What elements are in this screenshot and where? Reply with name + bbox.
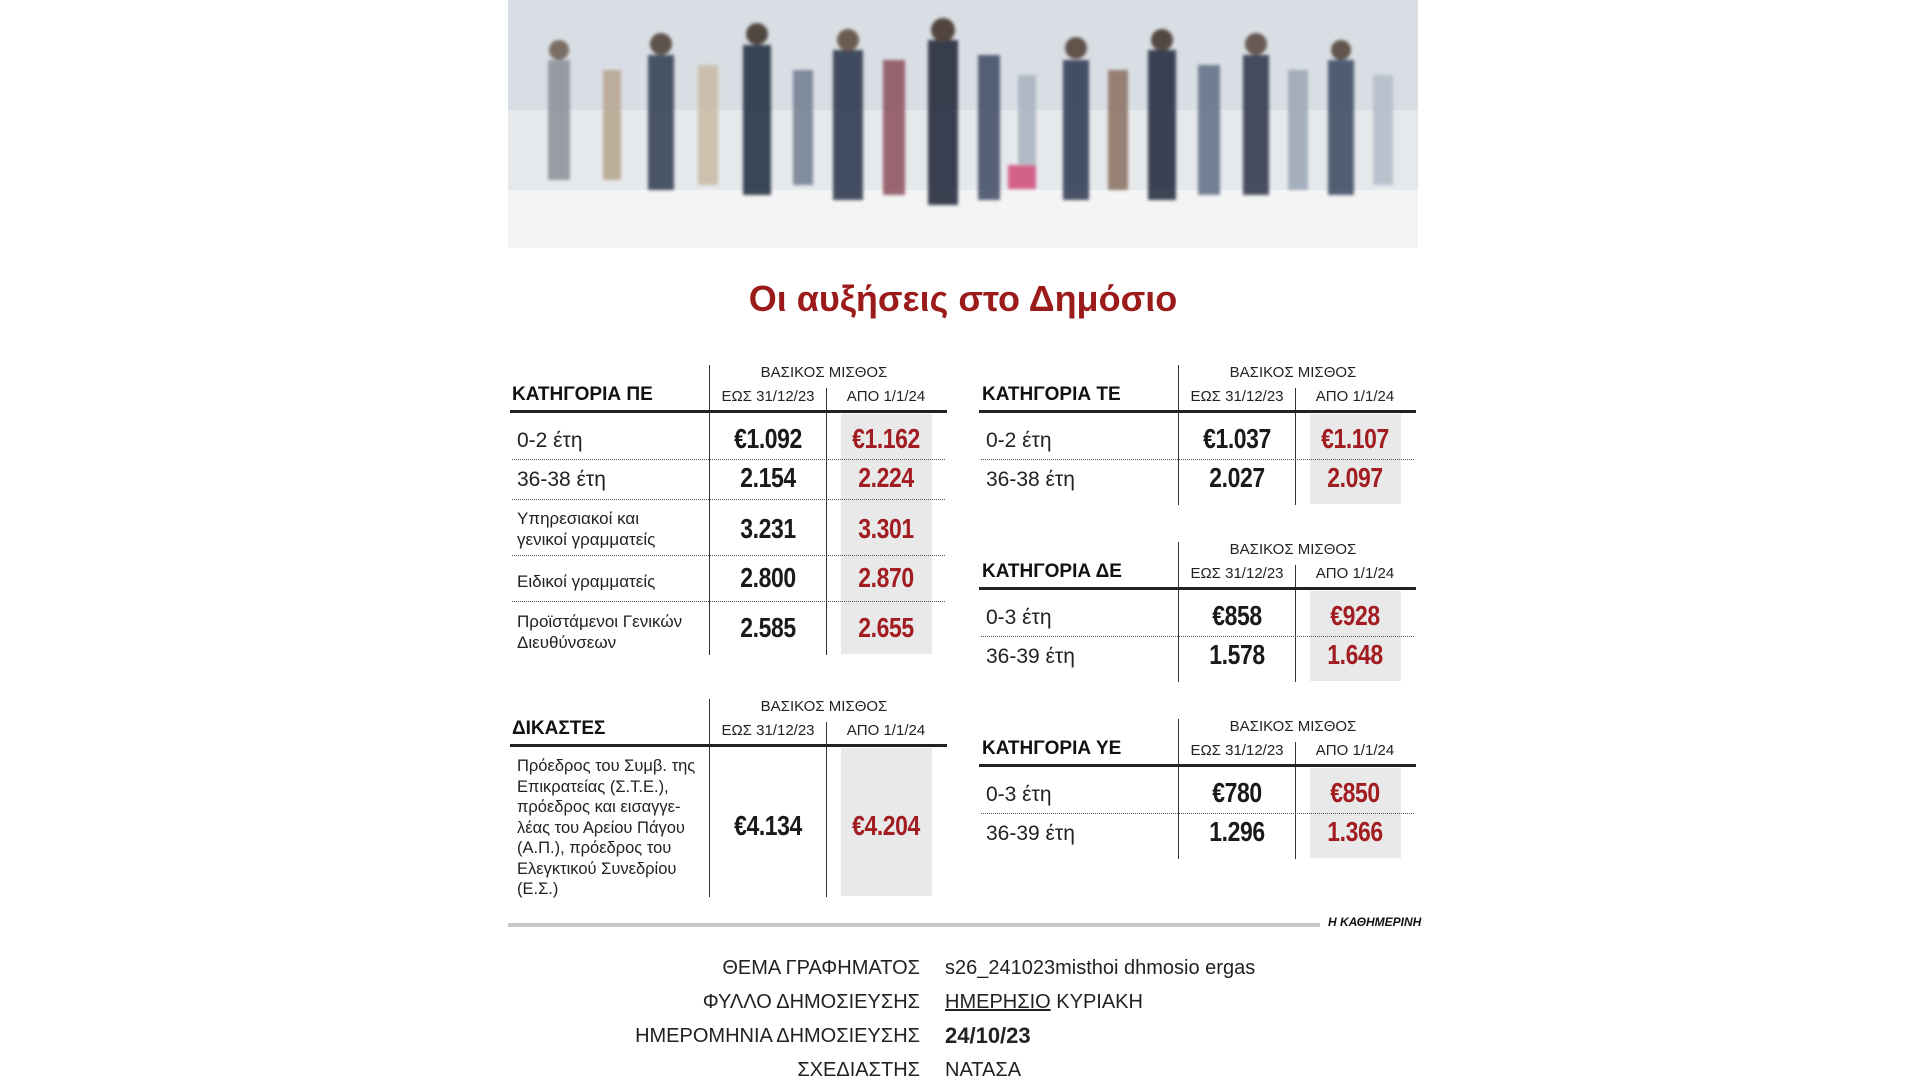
header-rule bbox=[979, 410, 1416, 413]
column-new: ΑΠΟ 1/1/24 bbox=[1315, 565, 1395, 582]
meta-date-label: ΗΜΕΡΟΜΗΝΙΑ ΔΗΜΟΣΙΕΥΣΗΣ bbox=[635, 1025, 920, 1047]
row-separator bbox=[512, 459, 945, 460]
row-label: Ειδικοί γραμματείς bbox=[517, 572, 656, 591]
row-separator bbox=[512, 499, 945, 500]
brand-credit: Η ΚΑΘΗΜΕΡΙΝΗ bbox=[1328, 915, 1422, 929]
column-old: ΕΩΣ 31/12/23 bbox=[1190, 388, 1284, 405]
value-old: €780 bbox=[1212, 777, 1262, 808]
divider bbox=[1295, 565, 1296, 588]
table-title: ΔΙΚΑΣΤΕΣ bbox=[512, 718, 606, 739]
header-rule bbox=[979, 587, 1416, 590]
header-basic-salary: ΒΑΣΙΚΟΣ ΜΙΣΘΟΣ bbox=[1229, 718, 1357, 735]
table-title: ΚΑΤΗΓΟΡΙΑ ΤΕ bbox=[982, 384, 1121, 405]
divider bbox=[826, 747, 827, 897]
divider bbox=[826, 388, 827, 411]
value-old: 2.585 bbox=[740, 612, 796, 643]
row-label: 0-2 έτη bbox=[986, 429, 1052, 452]
row-label: 36-38 έτη bbox=[517, 468, 606, 491]
row-separator bbox=[512, 555, 945, 556]
column-new: ΑΠΟ 1/1/24 bbox=[846, 722, 926, 739]
row-separator bbox=[512, 601, 945, 602]
row-label: 36-39 έτη bbox=[986, 822, 1075, 845]
column-new: ΑΠΟ 1/1/24 bbox=[846, 388, 926, 405]
meta-sheet-value bbox=[945, 991, 1143, 1014]
value-old: 2.027 bbox=[1209, 462, 1265, 493]
table-title: ΚΑΤΗΓΟΡΙΑ ΥΕ bbox=[982, 738, 1122, 759]
header-basic-salary: ΒΑΣΙΚΟΣ ΜΙΣΘΟΣ bbox=[760, 364, 888, 381]
column-old: ΕΩΣ 31/12/23 bbox=[721, 388, 815, 405]
value-new: 2.097 bbox=[1327, 462, 1383, 493]
value-old: €1.037 bbox=[1203, 423, 1271, 454]
value-old: 2.800 bbox=[740, 562, 796, 593]
header-basic-salary: ΒΑΣΙΚΟΣ ΜΙΣΘΟΣ bbox=[1229, 364, 1357, 381]
column-old: ΕΩΣ 31/12/23 bbox=[1190, 565, 1284, 582]
row-label: 0-3 έτη bbox=[986, 783, 1052, 806]
column-new: ΑΠΟ 1/1/24 bbox=[1315, 742, 1395, 759]
row-label: 0-2 έτη bbox=[517, 429, 583, 452]
meta-theme-value: s26_241023misthoi dhmosio ergas bbox=[945, 957, 1256, 979]
table-title: ΚΑΤΗΓΟΡΙΑ ΔΕ bbox=[982, 561, 1122, 582]
divider bbox=[1295, 742, 1296, 765]
column-old: ΕΩΣ 31/12/23 bbox=[1190, 742, 1284, 759]
divider bbox=[1295, 388, 1296, 411]
row-label: 36-39 έτη bbox=[986, 645, 1075, 668]
column-new: ΑΠΟ 1/1/24 bbox=[1315, 388, 1395, 405]
divider bbox=[826, 413, 827, 655]
value-new: 1.366 bbox=[1327, 816, 1383, 847]
header-basic-salary: ΒΑΣΙΚΟΣ ΜΙΣΘΟΣ bbox=[760, 698, 888, 715]
meta-designer-label: ΣΧΕΔΙΑΣΤΗΣ bbox=[797, 1059, 920, 1081]
value-old: 1.296 bbox=[1209, 816, 1265, 847]
value-old: 3.231 bbox=[740, 513, 796, 544]
header-rule bbox=[510, 744, 947, 747]
value-old: €4.134 bbox=[734, 810, 802, 841]
divider bbox=[1178, 365, 1179, 411]
value-new: €1.107 bbox=[1321, 423, 1389, 454]
value-new: 3.301 bbox=[858, 513, 914, 544]
divider bbox=[709, 747, 710, 897]
value-new: €4.204 bbox=[852, 810, 920, 841]
row-label: 0-3 έτη bbox=[986, 606, 1052, 629]
row-label: 36-38 έτη bbox=[986, 468, 1075, 491]
meta-designer-value: ΝΑΤΑΣΑ bbox=[945, 1059, 1022, 1081]
meta-sheet-label: ΦΥΛΛΟ ΔΗΜΟΣΙΕΥΣΗΣ bbox=[702, 991, 920, 1013]
divider bbox=[709, 699, 710, 745]
divider bbox=[1178, 719, 1179, 765]
row-separator bbox=[981, 459, 1414, 460]
value-old: €858 bbox=[1212, 600, 1262, 631]
row-separator bbox=[981, 813, 1414, 814]
divider bbox=[709, 365, 710, 411]
divider bbox=[826, 722, 827, 745]
value-new: €1.162 bbox=[852, 423, 920, 454]
meta-theme-label: ΘΕΜΑ ΓΡΑΦΗΜΑΤΟΣ bbox=[722, 957, 920, 979]
value-new: 2.655 bbox=[858, 612, 914, 643]
page-title: Οι αυξήσεις στο Δημόσιο bbox=[748, 278, 1178, 319]
value-old: 2.154 bbox=[740, 462, 796, 493]
value-new: €928 bbox=[1330, 600, 1380, 631]
value-old: 1.578 bbox=[1209, 639, 1265, 670]
header-basic-salary: ΒΑΣΙΚΟΣ ΜΙΣΘΟΣ bbox=[1229, 541, 1357, 558]
meta-sheet-value-1: ΗΜΕΡΗΣΙΟ bbox=[945, 991, 1051, 1013]
crowd-photo bbox=[508, 0, 1418, 248]
column-old: ΕΩΣ 31/12/23 bbox=[721, 722, 815, 739]
meta-sheet-value-2: ΚΥΡΙΑΚΗ bbox=[1056, 991, 1143, 1013]
divider bbox=[1178, 542, 1179, 588]
row-label: Πρόεδρος του Συμβ. της Επικρατείας (Σ.Τ.Ε.), πρόεδρος και εισαγγε-λέας του Αρείου Πάγου (Α.Π.), πρόεδρος του Ελεγκτικού Συνεδρίου (Ε.Σ.) bbox=[517, 757, 696, 898]
meta-date-value: 24/10/23 bbox=[945, 1023, 1031, 1048]
table-title: ΚΑΤΗΓΟΡΙΑ ΠΕ bbox=[512, 384, 653, 405]
row-label: Προϊστάμενοι Γενικών Διευθύνσεων bbox=[517, 612, 683, 652]
row-label: Υπηρεσιακοί και γενικοί γραμματείς bbox=[517, 509, 656, 549]
value-new: 2.224 bbox=[858, 462, 914, 493]
footer-rule bbox=[508, 923, 1320, 927]
header-rule bbox=[510, 410, 947, 413]
header-rule bbox=[979, 764, 1416, 767]
value-old: €1.092 bbox=[734, 423, 802, 454]
value-new: 2.870 bbox=[858, 562, 914, 593]
crowd-illustration bbox=[508, 0, 1418, 248]
value-new: €850 bbox=[1330, 777, 1380, 808]
divider bbox=[709, 413, 710, 655]
value-new: 1.648 bbox=[1327, 639, 1383, 670]
row-separator bbox=[981, 636, 1414, 637]
